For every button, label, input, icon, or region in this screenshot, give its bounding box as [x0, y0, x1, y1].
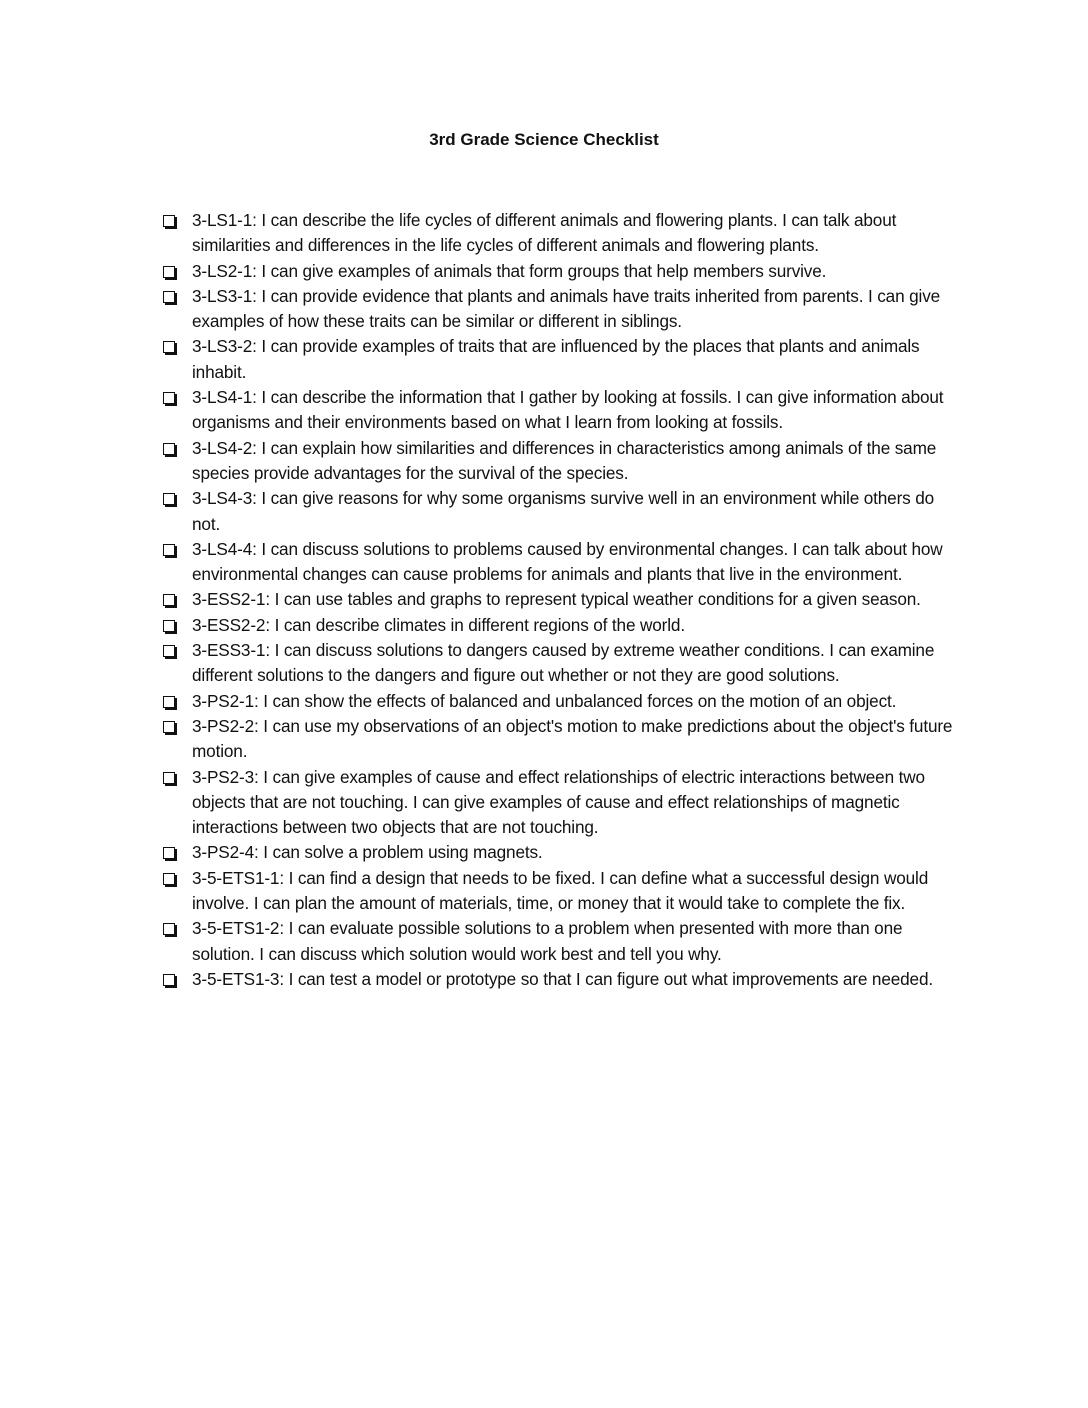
checklist-item — [160, 587, 960, 612]
checkbox-icon[interactable] — [163, 620, 175, 632]
checklist-item-text: 3-LS2-1: I can give examples of animals that form groups that help members survive. — [192, 260, 827, 281]
checkbox-icon[interactable] — [163, 873, 175, 885]
checklist-item — [160, 613, 960, 638]
checklist-item-text: 3-PS2-4: I can solve a problem using magnets. — [192, 842, 543, 863]
checklist-item-text: 3-PS2-3: I can give examples of cause and effect relationships of electric interactions between two objects that are not touching. I can give examples of cause and effect relationships of magnetic interactions between two objects that are not touching. — [192, 766, 925, 838]
checklist-item-text: 3-ESS2-1: I can use tables and graphs to represent typical weather conditions for a given season. — [192, 589, 921, 610]
checklist-item-text: 3-5-ETS1-3: I can test a model or prototype so that I can figure out what improvements are needed. — [192, 968, 933, 989]
checkbox-icon[interactable] — [163, 721, 175, 733]
checklist-item — [160, 537, 960, 588]
checklist-item — [160, 916, 960, 967]
checklist-item-text: 3-PS2-2: I can use my observations of an object's motion to make predictions about the object's future motion. — [192, 715, 953, 762]
checklist-item — [160, 385, 960, 436]
checklist-item — [160, 840, 960, 865]
checkbox-icon[interactable] — [163, 847, 175, 859]
checklist-item-text: 3-LS4-4: I can discuss solutions to problems caused by environmental changes. I can talk about how environmental changes can cause problems for animals and plants that live in the environment. — [192, 538, 943, 585]
checklist-item-text: 3-5-ETS1-2: I can evaluate possible solutions to a problem when presented with more than one solution. I can discuss which solution would work best and tell you why. — [192, 918, 903, 964]
checklist-item — [160, 765, 960, 841]
checkbox-icon[interactable] — [163, 544, 175, 556]
checklist-item — [160, 967, 960, 992]
checkbox-icon[interactable] — [163, 341, 175, 353]
checklist-item-text: 3-LS3-1: I can provide evidence that plants and animals have traits inherited from parents. I can give examples of how these traits can be similar or different in siblings. — [192, 285, 941, 332]
checklist — [160, 208, 960, 992]
checkbox-icon[interactable] — [163, 645, 175, 657]
checkbox-icon[interactable] — [163, 266, 175, 278]
page-title: 3rd Grade Science Checklist — [429, 130, 659, 149]
checklist-item — [160, 259, 960, 284]
checklist-item — [160, 334, 960, 385]
checkbox-icon[interactable] — [163, 493, 175, 505]
checklist-item — [160, 284, 960, 335]
checklist-item-text: 3-5-ETS1-1: I can find a design that needs to be fixed. I can define what a successful design would involve. I can plan the amount of materials, time, or money that it would take to complete the fix. — [192, 867, 929, 914]
checkbox-icon[interactable] — [163, 215, 175, 227]
checklist-item-text: 3-PS2-1: I can show the effects of balanced and unbalanced forces on the motion of an object. — [192, 690, 897, 711]
checklist-item — [160, 638, 960, 689]
checklist-item — [160, 714, 960, 765]
checklist-item-text: 3-ESS2-2: I can describe climates in different regions of the world. — [192, 614, 685, 635]
checkbox-icon[interactable] — [163, 594, 175, 606]
checklist-item — [160, 436, 960, 487]
checklist-item-text: 3-LS4-1: I can describe the information that I gather by looking at fossils. I can give information about organisms and their environments based on what I learn from looking at fossils. — [192, 387, 944, 433]
checkbox-icon[interactable] — [163, 772, 175, 784]
checklist-item — [160, 486, 960, 537]
checklist-item — [160, 866, 960, 917]
checklist-item-text: 3-LS4-3: I can give reasons for why some organisms survive well in an environment while others do not. — [192, 488, 935, 534]
checklist-item-text: 3-LS3-2: I can provide examples of traits that are influenced by the places that plants and animals inhabit. — [192, 336, 920, 382]
checklist-item — [160, 689, 960, 714]
checkbox-icon[interactable] — [163, 696, 175, 708]
checkbox-icon[interactable] — [163, 443, 175, 455]
checklist-item-text: 3-LS4-2: I can explain how similarities and differences in characteristics among animals of the same species provide advantages for the survival of the species. — [192, 437, 937, 483]
checkbox-icon[interactable] — [163, 392, 175, 404]
checklist-item-text: 3-LS1-1: I can describe the life cycles of different animals and flowering plants. I can talk about similarities and differences in the life cycles of different animals and flowering plants. — [192, 210, 897, 256]
checkbox-icon[interactable] — [163, 291, 175, 303]
checklist-item — [160, 208, 960, 259]
checkbox-icon[interactable] — [163, 974, 175, 986]
checkbox-icon[interactable] — [163, 923, 175, 935]
checklist-item-text: 3-ESS3-1: I can discuss solutions to dangers caused by extreme weather conditions. I can examine different solutions to the dangers and figure out whether or not they are good solutions. — [192, 640, 935, 686]
